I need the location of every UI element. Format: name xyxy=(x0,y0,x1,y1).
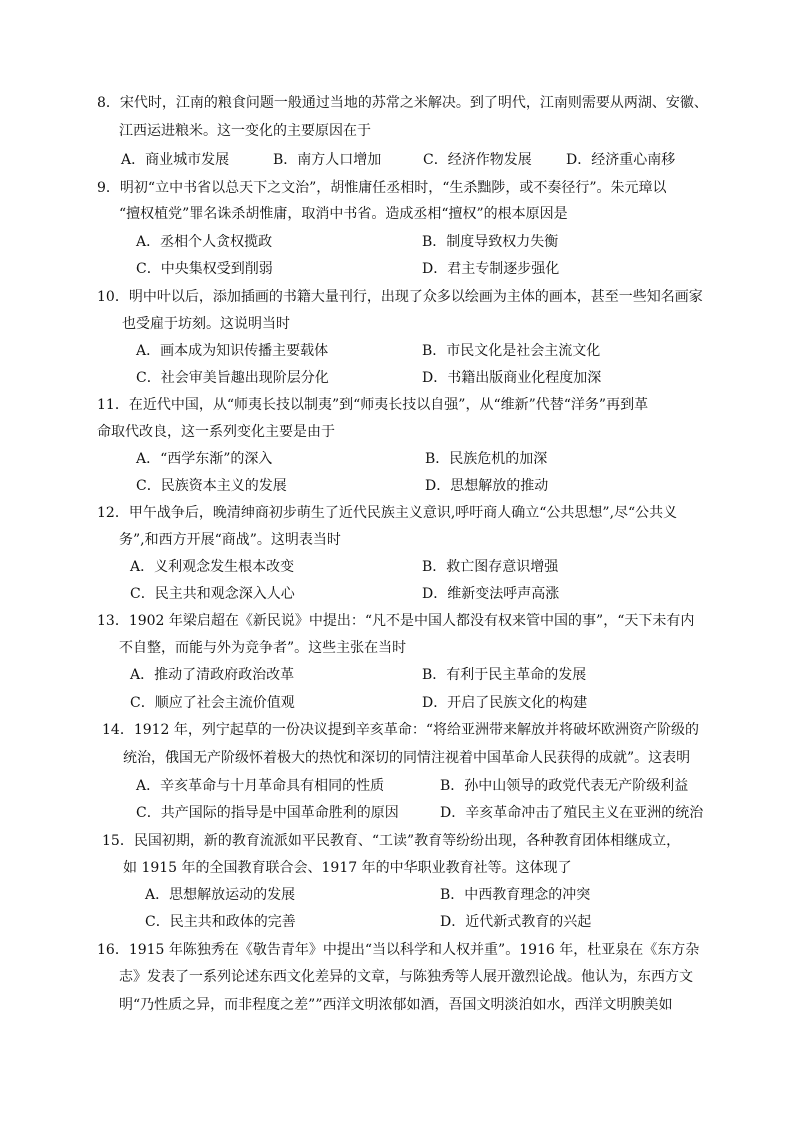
question-16-stem-line-1: 16．1915 年陈独秀在《敬告青年》中提出“当以科学和人权并重”。1916 年，杜亚泉在《东方杂 xyxy=(97,942,700,958)
question-12-option-a[interactable]: A．义利观念发生根本改变 xyxy=(130,559,295,575)
question-15-option-c[interactable]: C．民主共和政体的完善 xyxy=(145,914,296,930)
question-8-option-c[interactable]: C．经济作物发展 xyxy=(423,152,532,168)
question-12-stem-line-1: 12．甲午战争后，晚清绅商初步萌生了近代民族主义意识,呼吁商人确立“公共思想”,尽“公共义 xyxy=(97,505,678,521)
question-9-option-b[interactable]: B．制度导致权力失衡 xyxy=(422,234,559,250)
question-13-option-b[interactable]: B．有利于民主革命的发展 xyxy=(422,667,587,683)
question-13-option-d[interactable]: D．开启了民族文化的构建 xyxy=(422,695,588,711)
question-14-option-b[interactable]: B．孙中山领导的政党代表无产阶级利益 xyxy=(440,778,689,794)
question-11-option-a[interactable]: A．“西学东渐”的深入 xyxy=(136,451,273,467)
question-9-option-a[interactable]: A．丞相个人贪权揽政 xyxy=(136,234,273,250)
question-16-stem-line-2: 志》发表了一系列论述东西文化差异的文章，与陈独秀等人展开激烈论战。他认为，东西方文 xyxy=(119,969,693,985)
question-15-option-a[interactable]: A．思想解放运动的发展 xyxy=(145,887,296,903)
question-14-option-c[interactable]: C．共产国际的指导是中国革命胜利的原因 xyxy=(136,805,399,821)
question-8-stem-line-2: 江西运进粮米。这一变化的主要原因在于 xyxy=(119,123,371,139)
question-14-option-d[interactable]: D．辛亥革命冲击了殖民主义在亚洲的统治 xyxy=(440,805,704,821)
question-14-option-a[interactable]: A．辛亥革命与十月革命具有相同的性质 xyxy=(136,778,385,794)
question-12-option-b[interactable]: B．救亡图存意识增强 xyxy=(422,559,559,575)
question-15-stem-line-1: 15．民国初期，新的教育流派如平民教育、“工读”教育等纷纷出现，各种教育团体相继成立， xyxy=(102,833,681,849)
question-16-stem-line-3: 明“乃性质之异，而非程度之差””西洋文明浓郁如酒，吾国文明淡泊如水，西洋文明腴美如 xyxy=(119,997,673,1013)
question-9-stem-line-2: “擅权植党”罪名诛杀胡惟庸，取消中书省。造成丞相“擅权”的根本原因是 xyxy=(119,206,568,222)
question-15-stem-line-2: 如 1915 年的全国教育联合会、1917 年的中华职业教育社等。这体现了 xyxy=(123,860,572,876)
question-11-option-d[interactable]: D．思想解放的推动 xyxy=(425,478,549,494)
question-10-stem-line-2: 也受雇于坊刻。这说明当时 xyxy=(122,316,290,332)
question-12-option-c[interactable]: C．民主共和观念深入人心 xyxy=(130,586,295,602)
question-11-option-c[interactable]: C．民族资本主义的发展 xyxy=(136,478,287,494)
question-12-option-d[interactable]: D．维新变法呼声高涨 xyxy=(422,586,560,602)
question-14-stem-line-2: 统治，俄国无产阶级怀着极大的热忱和深切的同情注视着中国革命人民获得的成就”。这表明 xyxy=(123,750,691,766)
question-13-stem-line-1: 13．1902 年梁启超在《新民说》中提出：“凡不是中国人都没有权来管中国的事”，“天下未有内 xyxy=(97,613,695,629)
question-11-stem-line-2: 命取代改良，这一系列变化主要是由于 xyxy=(97,424,335,440)
question-10-option-d[interactable]: D．书籍出版商业化程度加深 xyxy=(422,370,602,386)
question-12-stem-line-2: 务”,和西方开展“商战”。这明表当时 xyxy=(119,532,341,548)
question-8-option-d[interactable]: D．经济重心南移 xyxy=(566,152,676,168)
question-9-stem-line-1: 9．明初“立中书省以总天下之文治”，胡惟庸任丞相时，“生杀黜陟，或不奏径行”。朱元璋以 xyxy=(97,180,667,196)
question-10-option-c[interactable]: C．社会审美旨趣出现阶层分化 xyxy=(136,370,329,386)
question-10-option-a[interactable]: A．画本成为知识传播主要载体 xyxy=(136,343,329,359)
question-15-option-d[interactable]: D．近代新式教育的兴起 xyxy=(440,914,592,930)
question-13-option-a[interactable]: A．推动了清政府政治改革 xyxy=(130,667,295,683)
question-8-option-b[interactable]: B．南方人口增加 xyxy=(273,152,382,168)
question-8-option-a[interactable]: A．商业城市发展 xyxy=(121,152,230,168)
question-15-option-b[interactable]: B．中西教育理念的冲突 xyxy=(440,887,591,903)
question-14-stem-line-1: 14．1912 年，列宁起草的一份决议提到辛亥革命：“将给亚洲带来解放并将破坏欧洲资产阶级的 xyxy=(102,722,700,738)
question-9-option-c[interactable]: C．中央集权受到削弱 xyxy=(136,261,273,277)
question-10-stem-line-1: 10．明中叶以后，添加插画的书籍大量刊行，出现了众多以绘画为主体的画本，甚至一些知名画家 xyxy=(97,289,703,305)
question-13-option-c[interactable]: C．顺应了社会主流价值观 xyxy=(130,695,295,711)
question-11-stem-line-1: 11．在近代中国，从“师夷长技以制夷”到“师夷长技以自强”，从“维新”代替“洋务”再到革 xyxy=(97,397,649,413)
question-8-stem-line-1: 8．宋代时，江南的粮食问题一般通过当地的苏常之米解决。到了明代，江南则需要从两湖、安徽、 xyxy=(97,95,708,111)
question-9-option-d[interactable]: D．君主专制逐步强化 xyxy=(422,261,560,277)
question-10-option-b[interactable]: B．市民文化是社会主流文化 xyxy=(422,343,601,359)
question-13-stem-line-2: 不自整，而能与外为竞争者”。这些主张在当时 xyxy=(119,640,407,656)
question-11-option-b[interactable]: B．民族危机的加深 xyxy=(425,451,548,467)
